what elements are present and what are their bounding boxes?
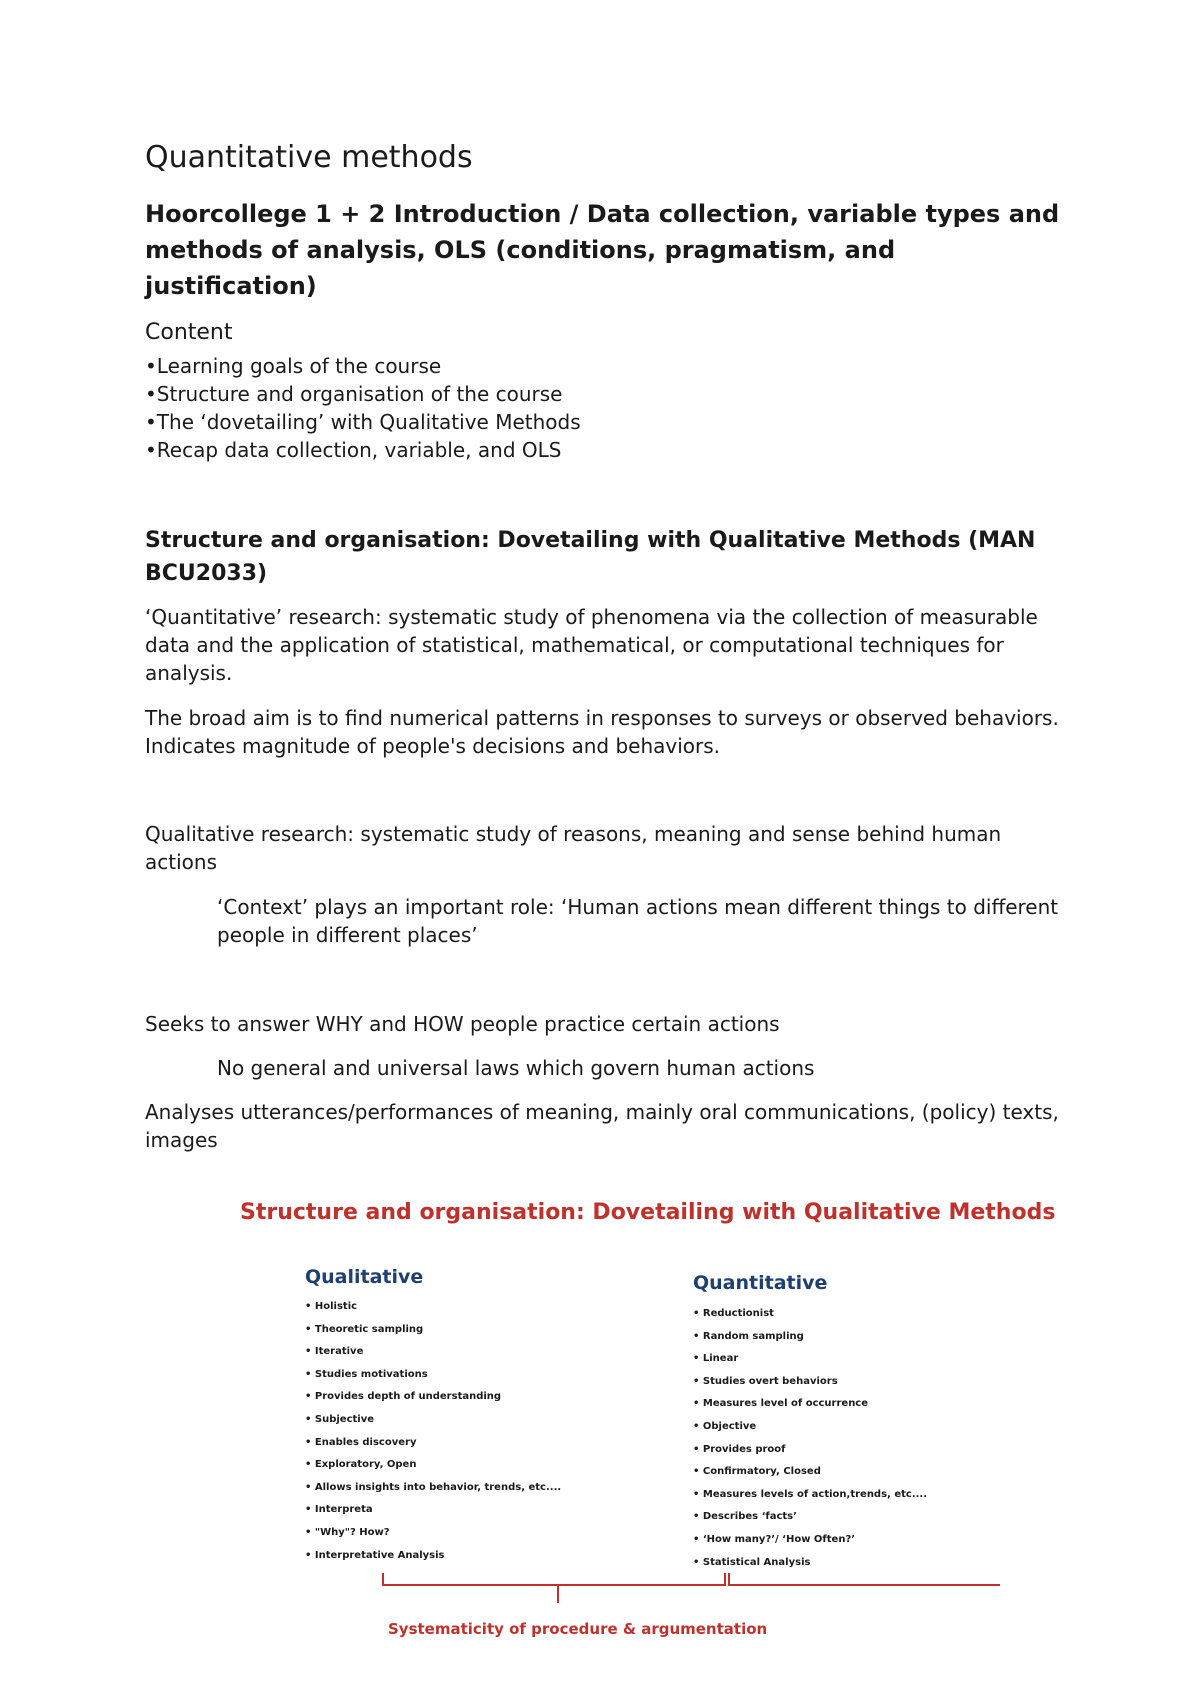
- qualitative-item: • Enables discovery: [305, 1432, 561, 1455]
- brace-connector: [240, 1200, 1000, 1640]
- quantitative-item: • Provides proof: [693, 1439, 927, 1462]
- quantitative-item: • Linear: [693, 1348, 927, 1371]
- quantitative-item: • Measures levels of action,trends, etc....: [693, 1484, 927, 1507]
- context-paragraph: ‘Context’ plays an important role: ‘Human actions mean different things to different people in different places’: [217, 895, 1059, 947]
- qualitative-item: • Allows insights into behavior, trends, etc....: [305, 1477, 561, 1500]
- qualitative-item: • Iterative: [305, 1341, 561, 1364]
- quantitative-item: • Reductionist: [693, 1303, 927, 1326]
- slide-caption: Systematicity of procedure & argumentation: [388, 1620, 768, 1638]
- quantitative-item: • Statistical Analysis: [693, 1552, 927, 1575]
- embedded-slide-image: [240, 1200, 1056, 1640]
- content-item: • Learning goals of the course: [145, 352, 581, 380]
- no-laws-paragraph: No general and universal laws which govern human actions: [217, 1056, 815, 1080]
- section-heading: Structure and organisation: Dovetailing with Qualitative Methods (MAN BCU2033): [145, 528, 1036, 586]
- qualitative-item: • Holistic: [305, 1296, 561, 1319]
- qualitative-item: • Subjective: [305, 1409, 561, 1432]
- slide-title: Structure and organisation: Dovetailing with Qualitative Methods: [240, 1200, 1056, 1225]
- quantitative-item: • Random sampling: [693, 1326, 927, 1349]
- qualitative-item: • Theoretic sampling: [305, 1319, 561, 1342]
- content-list: [145, 352, 581, 464]
- qualitative-heading: Qualitative: [305, 1266, 424, 1288]
- content-item: • Structure and organisation of the course: [145, 380, 581, 408]
- quantitative-definition: ‘Quantitative’ research: systematic study of phenomena via the collection of measurable data and the application of statistical, mathematical, or computational techniques for analysis.: [145, 605, 1038, 685]
- qualitative-item: • Exploratory, Open: [305, 1454, 561, 1477]
- document-title: Quantitative methods: [145, 140, 473, 175]
- analyses-paragraph: Analyses utterances/performances of meaning, mainly oral communications, (policy) texts, images: [145, 1100, 1059, 1152]
- quantitative-heading: Quantitative: [693, 1272, 828, 1294]
- quantitative-item: • Studies overt behaviors: [693, 1371, 927, 1394]
- content-item: • The ‘dovetailing’ with Qualitative Methods: [145, 408, 581, 436]
- quantitative-item: • Describes ‘facts’: [693, 1506, 927, 1529]
- qualitative-item: • Provides depth of understanding: [305, 1386, 561, 1409]
- qualitative-item: • Interpreta: [305, 1499, 561, 1522]
- content-item: • Recap data collection, variable, and OLS: [145, 436, 581, 464]
- content-heading: Content: [145, 320, 233, 345]
- lecture-heading: Hoorcollege 1 + 2 Introduction / Data collection, variable types and methods of analysis, OLS (conditions, pragmatism, and justification): [145, 200, 1060, 300]
- quantitative-item: • Measures level of occurrence: [693, 1393, 927, 1416]
- broad-aim-paragraph: The broad aim is to find numerical patterns in responses to surveys or observed behaviors. Indicates magnitude of people's decisions and behaviors.: [145, 706, 1059, 758]
- quantitative-item: • ‘How many?’/ ‘How Often?’: [693, 1529, 927, 1552]
- qualitative-item: • Studies motivations: [305, 1364, 561, 1387]
- qualitative-item: • "Why"? How?: [305, 1522, 561, 1545]
- why-how-paragraph: Seeks to answer WHY and HOW people practice certain actions: [145, 1012, 780, 1036]
- quantitative-item: • Objective: [693, 1416, 927, 1439]
- qualitative-definition: Qualitative research: systematic study of reasons, meaning and sense behind human actions: [145, 822, 1002, 874]
- quantitative-item: • Confirmatory, Closed: [693, 1461, 927, 1484]
- qualitative-item: • Interpretative Analysis: [305, 1545, 561, 1568]
